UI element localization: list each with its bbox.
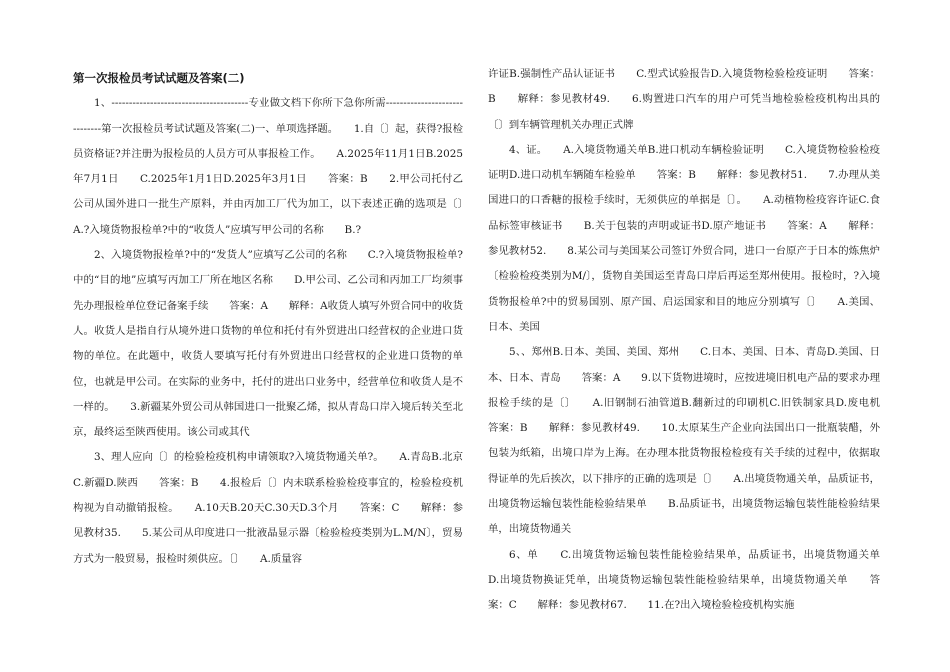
paragraph: 6、单 C.出境货物运输包装性能检验结果单，品质证书，出境货物通关单 D.出境货物换证凭单，出境货物运输包装性能检验结果单，出境货物通关单 答案：C 解释：参见教材67. 11.在?出入境检验检疫机构实施 (488, 548, 901, 612)
paragraph: 2、入境货物报检单?中的“发货人”应填写乙公司的名称 C.?入境货物报检单?中的“目的地”应填写丙加工厂所在地区名称 D.甲公司、乙公司和丙加工厂均须事先办理报检单位登记备案手续 答案：A 解释：A收货人填写外贸合同中的收货人。收货人是指自行从境外进口货物的单位和托付有外贸进出口经营权的企业进口货物的单位。在此题中，收货人要填写托付有外贸进出口经营权的企业进口货物的单位，也就是甲公司。在实际的业务中，托付的进出口业务中，经营单位和收货人是不一样的。 3.新疆某外贸公司从韩国进口一批聚乙烯，拟从青岛口岸入境后转关至北京，最终运至陕西使用。该公司或其代 (73, 249, 463, 439)
right-column (488, 62, 901, 619)
paragraph: 4、证。 A.入境货物通关单B.进口机动车辆检验证明 C.入境货物检验检疫证明D.进口动机车辆随车检验单 答案：B 解释：参见教材51. 7.办理从美国进口的口香糖的报检手续时，无须供应的单据是〔〕。 A.动植物检疫容许证C.食品标签审核证书 B.关于包装的声明或证书D.原产地证书 答案：A 解释：参见教材52. 8.某公司与美国某公司签订外贸合同，进口一台原产于日本的炼焦炉〔检验检疫类别为M/〕，货物自美国运至青岛口岸后再运至郑州使用。报检时，?入境货物报检单?中的贸易国别、原产国、启运国家和目的地应分别填写〔〕 A.美国、日本、美国 (488, 143, 880, 333)
document-title: 第一次报检员考试试题及答案(二) (73, 71, 245, 85)
paragraph: 许证B.强制性产品认证证书 C.型式试验报告D.入境货物检验检疫证明 答案：B 解释：参见教材49. 6.购置进口汽车的用户可凭当地检验检疫机构出具的〔〕到车辆管理机关办理正式牌 (488, 68, 880, 131)
left-column (73, 66, 484, 572)
paragraph: 5、、郑州B.日本、美国、美国、郑州 C.日本、美国、日本、青岛D.美国、日本、日本、青岛 答案：A 9.以下货物进境时，应按进境旧机电产品的要求办理报检手续的是〔〕 A.旧钢制石油管道B.翻新过的印刷机C.旧铁制家具D.废电机 答案：B 解释：参见教材49. 10.太原某生产企业向法国出口一批瓶装醋，外包装为纸箱，出境口岸为上海。在办理本批货物报检检疫有关手续的过程中，依据取得证单的先后挨次，以下排序的正确的选项是〔〕 A.出境货物通关单，品质证书，出境货物运输包装性能检验结果单 B.品质证书，出境货物运输包装性能检验结果单，出境货物通关 (488, 346, 901, 536)
paragraph: 1、---------------------------------------专业做文档下你所下急你所需------------------------------第一次报检员考试试题及答案(二)一、单项选择题。 1.自〔〕起，获得?报检员资格证?并注册为报检员的人员方可从事报检工作。 A.2025年11月1日B.2025年7月1日 C.2025年1月1日D.2025年3月1日 答案：B 2.甲公司托付乙公司从国外进口一批生产原料，并由丙加工厂代为加工，以下表述正确的选项是〔〕 A.?入境货物报检单?中的“收货人”应填写甲公司的名称 B.? (73, 97, 484, 236)
paragraph: 3、理人应向〔〕的检验检疫机构申请领取?入境货物通关单?。 A.青岛B.北京C.新疆D.陕西 答案：B 4.报检后〔〕内未联系检验检疫事宜的，检验检疫机构视为自动撤销报检。 A.10天B.20天C.30天D.3个月 答案：C 解释：参见教材35. 5.某公司从印度进口一批液晶显示器〔检验检疫类别为L.M/N〕，贸易方式为一般贸易，报检时须供应。〔〕 A.质量容 (73, 451, 463, 565)
